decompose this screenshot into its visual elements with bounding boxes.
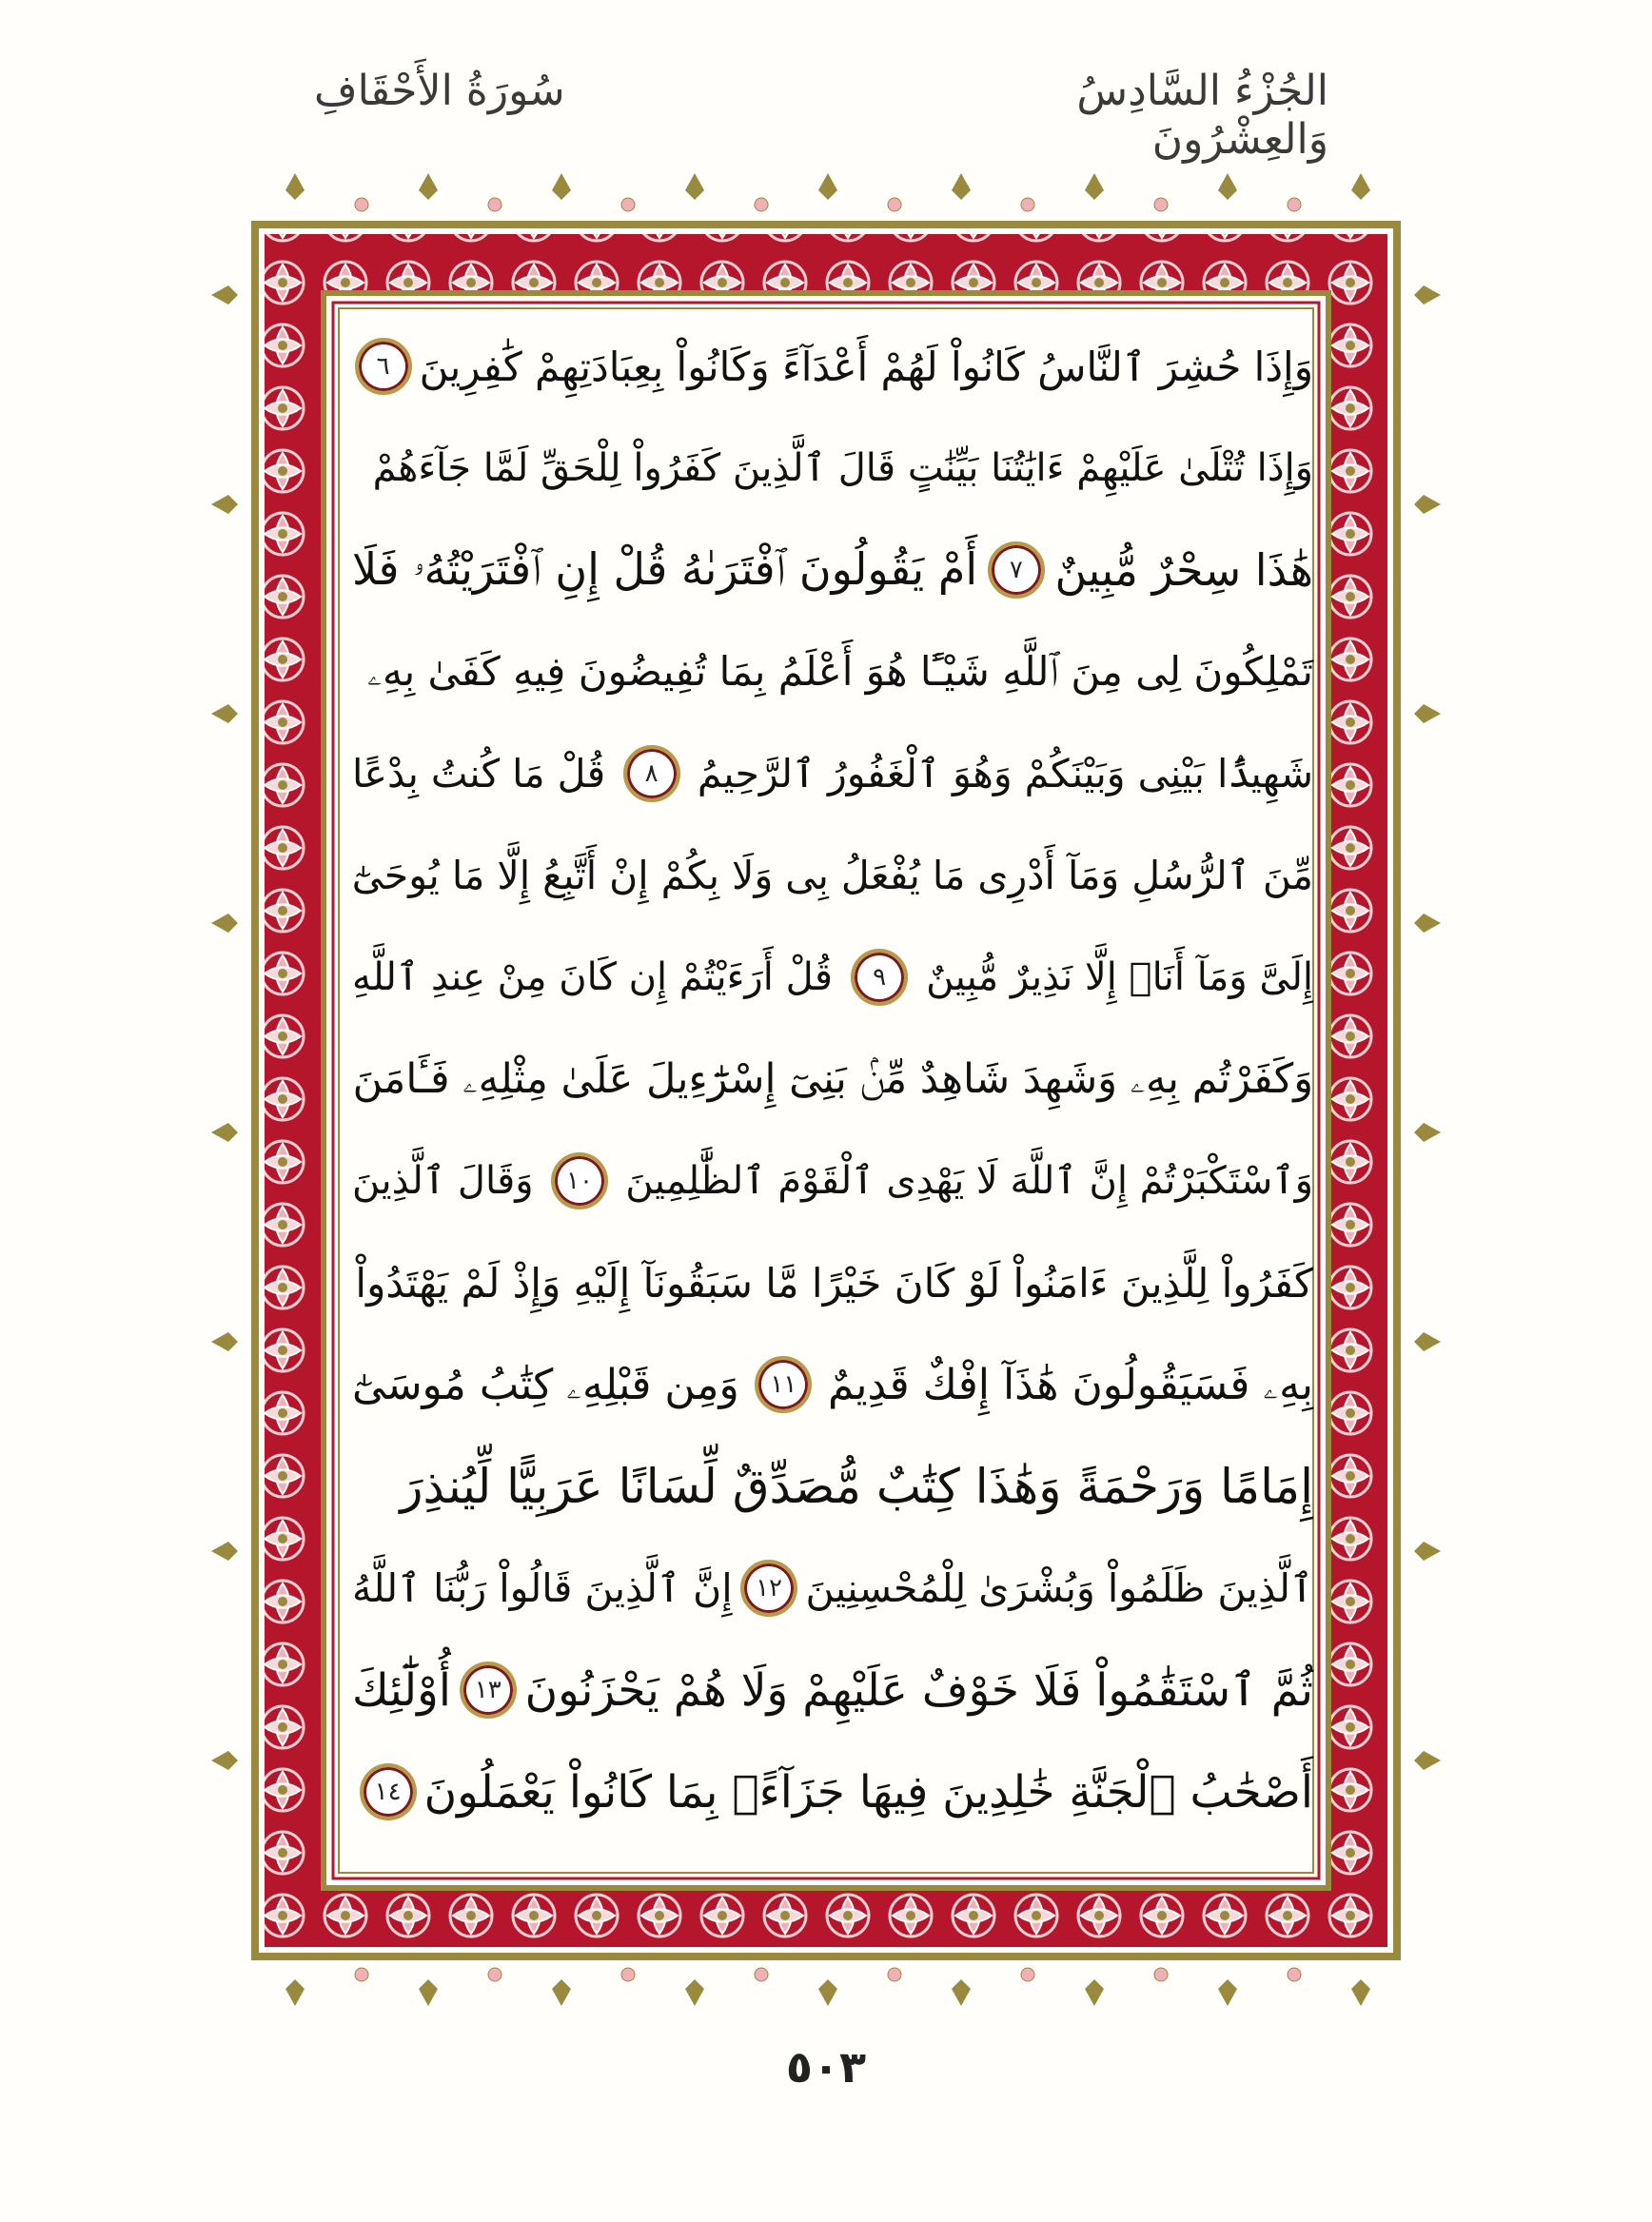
text-line [352, 634, 1313, 710]
text-line [352, 430, 1313, 506]
surah-title: سُورَةُ الأَحْقَافِ [314, 67, 565, 115]
text-line [352, 1652, 1313, 1728]
line-text: بِهِۦ فَسَيَقُولُونَ هَٰذَآ إِفْكٌ قَدِيمٌ [827, 1360, 1313, 1409]
line-text-continued: وَمِن قَبْلِهِۦ كِتَٰبُ مُوسَىٰٓ [352, 1360, 739, 1409]
line-text: ثُمَّ ٱسْتَقَٰمُواْ فَلَا خَوْفٌ عَلَيْهِمْ وَلَا هُمْ يَحْزَنُونَ [524, 1663, 1313, 1717]
text-line [352, 736, 1313, 812]
line-text: وَكَفَرْتُم بِهِۦ وَشَهِدَ شَاهِدٌ مِّنۢ بَنِىٓ إِسْرَٰٓءِيلَ عَلَىٰ مِثْلِهِۦ فَـَٔامَنَ [352, 1055, 1313, 1103]
verse-text-area [352, 328, 1313, 1851]
ayah-number-marker: ٩ [851, 949, 908, 1006]
ayah-number-marker: ١٤ [360, 1763, 417, 1820]
line-text: شَهِيدًۢا بَيْنِى وَبَيْنَكُمْ وَهُوَ ٱلْغَفُورُ ٱلرَّحِيمُ [697, 751, 1313, 796]
line-text: هَٰذَا سِحْرٌ مُّبِينٌ [1054, 544, 1313, 596]
line-text-continued: وَقَالَ ٱلَّذِينَ [352, 1159, 534, 1203]
line-text: وَٱسْتَكْبَرْتُمْ إِنَّ ٱللَّهَ لَا يَهْدِى ٱلْقَوْمَ ٱلظَّٰلِمِينَ [625, 1159, 1313, 1203]
text-line [352, 328, 1313, 404]
line-text: كَفَرُواْ لِلَّذِينَ ءَامَنُواْ لَوْ كَانَ خَيْرًا مَّا سَبَقُونَآ إِلَيْهِ وَإِذْ لَمْ يَهْتَدُواْ [355, 1259, 1313, 1307]
text-line [352, 532, 1313, 608]
line-text: أَصْحَٰبُ ٱلْجَنَّةِ خَٰلِدِينَ فِيهَا جَزَآءًۢ بِمَا كَانُواْ يَعْمَلُونَ [423, 1765, 1313, 1819]
line-text-continued: قُلْ أَرَءَيْتُمْ إِن كَانَ مِنْ عِندِ ٱللَّهِ [352, 955, 833, 999]
line-text-continued: قُلْ مَا كُنتُ بِدْعًا [352, 751, 606, 796]
text-line [352, 1347, 1313, 1423]
text-line [352, 1041, 1313, 1117]
ayah-number-marker: ٦ [355, 338, 412, 395]
text-line [352, 1143, 1313, 1219]
text-line [352, 837, 1313, 914]
ayah-number-marker: ٨ [623, 745, 680, 802]
line-text: وَإِذَا تُتْلَىٰ عَلَيْهِمْ ءَايَٰتُنَا بَيِّنَٰتٍ قَالَ ٱلَّذِينَ كَفَرُواْ لِلْحَقِّ لَمَّا جَآءَهُمْ [372, 446, 1313, 490]
text-line [352, 1448, 1313, 1524]
ayah-number-marker: ١١ [755, 1356, 812, 1413]
line-text: إِمَامًا وَرَحْمَةً وَهَٰذَا كِتَٰبٌ مُّصَدِّقٌ لِّسَانًا عَرَبِيًّا لِّيُنذِرَ [400, 1459, 1313, 1514]
line-text: ٱلَّذِينَ ظَلَمُواْ وَبُشْرَىٰ لِلْمُحْسِنِينَ [805, 1565, 1313, 1611]
ayah-number-marker: ١٠ [551, 1152, 608, 1209]
line-text-continued: أَمْ يَقُولُونَ ٱفْتَرَىٰهُ قُلْ إِنِ ٱفْتَرَيْتُهُۥ فَلَا [352, 543, 978, 595]
line-text-continued: إِنَّ ٱلَّذِينَ قَالُواْ رَبُّنَا ٱللَّهُ [352, 1565, 733, 1611]
juz-title: الجُزْءُ السَّادِسُ وَالعِشْرُونَ [1076, 67, 1328, 164]
line-text: إِلَىَّ وَمَآ أَنَا۠ إِلَّا نَذِيرٌ مُّبِينٌ [926, 955, 1313, 999]
line-text: مِّنَ ٱلرُّسُلِ وَمَآ أَدْرِى مَا يُفْعَلُ بِى وَلَا بِكُمْ إِنْ أَتَّبِعُ إِلَّا مَا يُوحَىٰٓ [351, 853, 1313, 898]
line-text: وَإِذَا حُشِرَ ٱلنَّاسُ كَانُواْ لَهُمْ أَعْدَآءً وَكَانُواْ بِعِبَادَتِهِمْ كَٰفِرِينَ [419, 343, 1313, 390]
text-line [352, 939, 1313, 1015]
ayah-number-marker: ٧ [988, 541, 1045, 599]
ayah-number-marker: ١٢ [740, 1560, 797, 1617]
page-number: ٥٠٣ [785, 2041, 867, 2093]
line-text: تَمْلِكُونَ لِى مِنَ ٱللَّهِ شَيْـًٔا هُوَ أَعْلَمُ بِمَا تُفِيضُونَ فِيهِ كَفَىٰ بِهِۦ [367, 648, 1313, 695]
line-text-continued: أُوْلَٰٓئِكَ [352, 1663, 451, 1717]
text-line [352, 1754, 1313, 1830]
text-line [352, 1245, 1313, 1321]
ayah-number-marker: ١٣ [460, 1662, 517, 1719]
text-line [352, 1550, 1313, 1626]
